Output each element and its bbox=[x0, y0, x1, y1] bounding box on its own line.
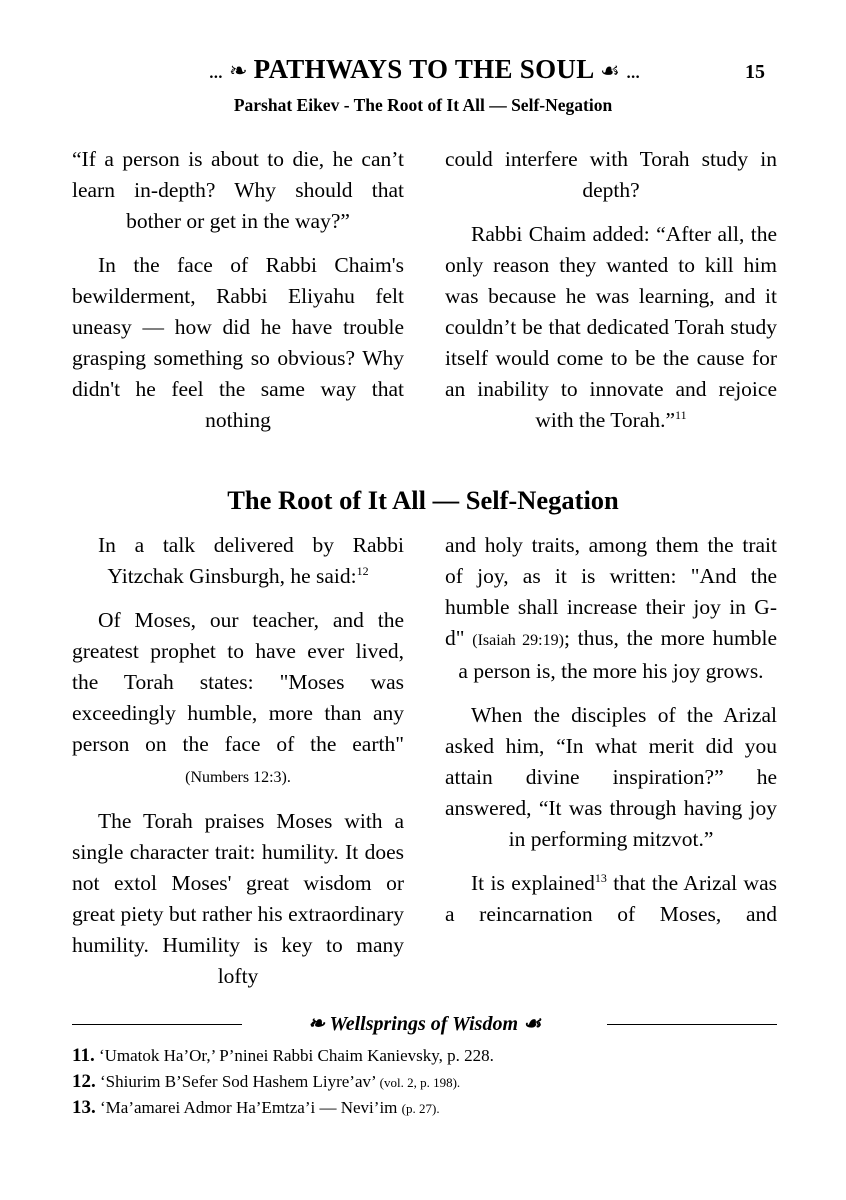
footnote bbox=[72, 1069, 777, 1095]
paragraph bbox=[445, 530, 777, 687]
paragraph-text: Rabbi Chaim added: “After all, the only reason they wanted to kill him was because he was learning, and it couldn’t be that dedicated Torah study itself would come to be the cause for an inability to innovate and rejoice with the Torah.” bbox=[445, 222, 777, 432]
paragraph: When the disciples of the Arizal asked him, “In what merit did you attain divine inspiration?” he answered, “It was through having joy in performing mitzvot.” bbox=[445, 703, 777, 851]
footnote-number: 13. bbox=[72, 1097, 96, 1118]
scroll-ornament-icon: ☙ bbox=[523, 1013, 541, 1035]
citation: (Numbers 12:3). bbox=[185, 769, 291, 786]
paragraph bbox=[445, 219, 777, 436]
column-top-left bbox=[72, 144, 404, 449]
divider-line-right bbox=[607, 1024, 777, 1025]
footnote-ref[interactable]: 12 bbox=[356, 563, 369, 578]
paragraph: The Torah praises Moses with a single character trait: humility. It does not extol Moses' great wisdom or great piety but rather his extraordinary humility. Humility is key to many lofty bbox=[72, 809, 404, 988]
book-title bbox=[134, 52, 714, 88]
book-title-text: PATHWAYS TO THE SOUL bbox=[253, 54, 594, 84]
footnote bbox=[72, 1095, 777, 1121]
footnote-number: 12. bbox=[72, 1071, 96, 1092]
paragraph-text: In a talk delivered by Rabbi Yitzchak Ginsburgh, he said: bbox=[98, 533, 404, 588]
paragraph-text: It is explained bbox=[471, 871, 595, 895]
divider-line-left bbox=[72, 1024, 242, 1025]
footnotes bbox=[72, 1043, 777, 1121]
column-top-right bbox=[445, 144, 777, 449]
footnote-divider-label bbox=[237, 1012, 612, 1036]
footnote-ref[interactable]: 11 bbox=[675, 407, 687, 422]
footnote-divider-text: Wellsprings of Wisdom bbox=[329, 1013, 519, 1035]
paragraph: could interfere with Torah study in depth? bbox=[445, 147, 777, 202]
paragraph-text: that the Arizal was a reincarnation of Moses, and bbox=[445, 871, 777, 926]
chapter-subtitle: Parshat Eikev - The Root of It All — Self-Negation bbox=[233, 95, 613, 115]
paragraph: In the face of Rabbi Chaim's bewilderment, Rabbi Eliyahu felt uneasy — how did he have trouble grasping something so obvious? Why didn't he feel the same way that nothing bbox=[72, 253, 404, 432]
scroll-ornament-icon: ❧ bbox=[308, 1013, 325, 1035]
paragraph: “If a person is about to die, he can’t learn in-depth? Why should that bother or get in the way?” bbox=[72, 147, 404, 233]
scroll-ornament-right-icon: ☙ bbox=[600, 58, 619, 83]
column-bottom-left bbox=[72, 530, 404, 1005]
footnote-small: (vol. 2, p. 198). bbox=[379, 1075, 461, 1090]
footnote-text: ‘Umatok Ha’Or,’ P’ninei Rabbi Chaim Kanievsky, p. 228. bbox=[98, 1046, 494, 1065]
paragraph-text: Of Moses, our teacher, and the greatest prophet to have ever lived, the Torah states: "Moses was exceedingly humble, more than any person on the face of the earth" bbox=[72, 608, 404, 756]
paragraph-text: ; thus, the more humble a person is, the more his joy grows. bbox=[458, 626, 777, 683]
ornament-right-icon: ... bbox=[625, 58, 640, 83]
scroll-ornament-left-icon: ❧ bbox=[229, 58, 247, 83]
column-bottom-right bbox=[445, 530, 777, 943]
running-header bbox=[0, 52, 846, 92]
paragraph bbox=[72, 605, 404, 793]
paragraph-text: and holy traits, among them the trait of joy, as it is written: "And the humble shall increase their joy in G-d" bbox=[445, 533, 777, 650]
page-number: 15 bbox=[745, 61, 765, 83]
footnote-text: ‘Shiurim B’Sefer Sod Hashem Liyre’av’ bbox=[100, 1072, 380, 1091]
section-heading: The Root of It All — Self-Negation bbox=[227, 485, 619, 515]
paragraph bbox=[445, 868, 777, 930]
paragraph bbox=[72, 530, 404, 592]
footnote-number: 11. bbox=[72, 1045, 95, 1066]
footnote-divider bbox=[72, 1012, 777, 1036]
footnote bbox=[72, 1043, 777, 1069]
footnote-ref[interactable]: 13 bbox=[594, 870, 607, 885]
citation: (Isaiah 29:19) bbox=[472, 632, 564, 649]
footnote-small: (p. 27). bbox=[401, 1101, 440, 1116]
footnote-text: ‘Ma’amarei Admor Ha’Emtza’i — Nevi’im bbox=[100, 1098, 402, 1117]
ornament-left-icon: ... bbox=[208, 58, 223, 83]
